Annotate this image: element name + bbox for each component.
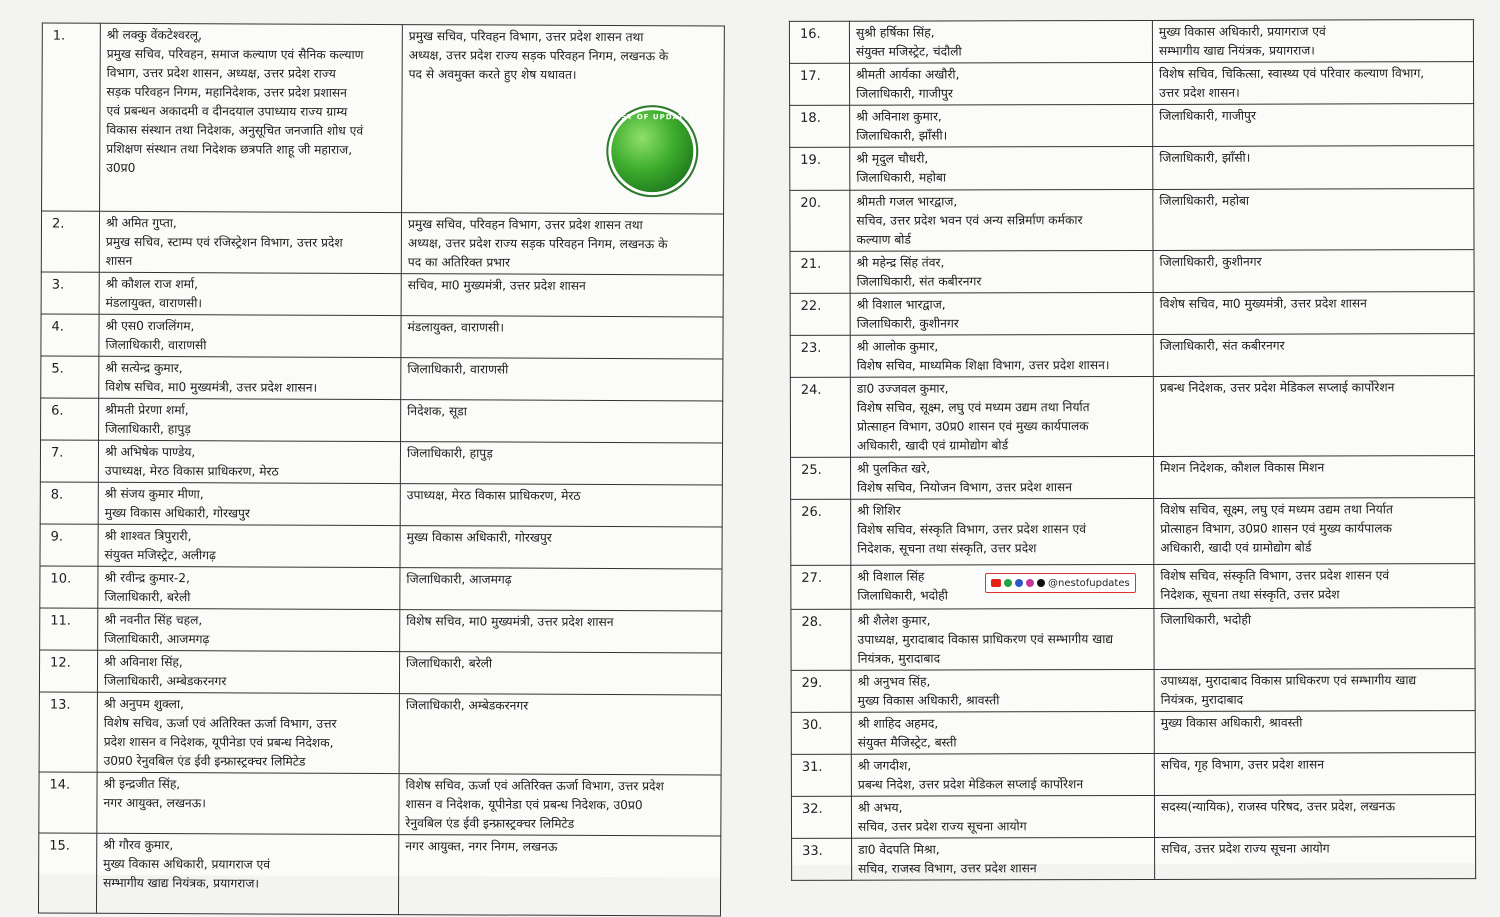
current-post-line: नगर आयुक्त, लखनऊ।	[103, 795, 206, 811]
officer-current-post	[849, 20, 1152, 63]
new-posting-line: उपाध्यक्ष, मुरादाबाद विकास प्राधिकरण एवं सम्भागीय खाद्य	[1160, 673, 1417, 688]
serial-number: 28.	[791, 609, 851, 670]
officer-name: श्री अविनाश कुमार,	[856, 109, 942, 124]
table-row	[789, 20, 1473, 64]
table-row	[790, 376, 1474, 458]
serial-number: 22.	[790, 293, 850, 335]
current-post-line: मुख्य विकास अधिकारी, गोरखपुर	[104, 505, 250, 521]
serial-number: 20.	[790, 190, 850, 251]
table-row	[40, 608, 722, 653]
serial-number: 25.	[791, 457, 851, 499]
serial-number: 4.	[41, 314, 99, 356]
new-posting-line: प्रोत्साहन विभाग, उ0प्र0 शासन एवं मुख्य कार्यपालक	[1160, 521, 1392, 536]
current-post-line: मुख्य विकास अधिकारी, श्रावस्ती	[857, 693, 1000, 708]
officer-name: श्री महेन्द्र सिंह तंवर,	[856, 255, 945, 270]
current-post-line: सचिव, उत्तर प्रदेश राज्य सूचना आयोग	[857, 819, 1027, 834]
officer-name: सुश्री हर्षिका सिंह,	[855, 25, 935, 40]
officer-current-post	[851, 795, 1154, 838]
new-posting-line: विशेष सचिव, चिकित्सा, स्वास्थ्य एवं परिवार कल्याण विभाग,	[1159, 66, 1425, 81]
new-posting-line: सचिव, उत्तर प्रदेश राज्य सूचना आयोग	[1161, 841, 1330, 856]
serial-number: 5.	[41, 356, 99, 398]
current-post-line: जिलाधिकारी, कुशीनगर	[856, 316, 959, 331]
new-posting-line: पद का अतिरिक्त प्रभार	[407, 255, 511, 270]
current-post-line: विभाग, उत्तर प्रदेश शासन, अध्यक्ष, उत्तर प्रदेश राज्य	[106, 65, 336, 81]
new-posting	[1153, 146, 1474, 190]
new-posting-line: विशेष सचिव, सूक्ष्म, लघु एवं मध्यम उद्यम तथा निर्यात	[1160, 502, 1393, 517]
twitter-icon	[1037, 579, 1045, 587]
officer-current-post	[850, 189, 1153, 251]
new-posting-line: रेनुवबिल एंड ईवी इन्फ्रास्ट्रक्चर लिमिटेड	[405, 816, 575, 831]
new-posting-line: निदेशक, सूचना तथा संस्कृति, उत्तर प्रदेश	[1160, 587, 1340, 602]
table-row	[41, 211, 723, 275]
officer-current-post	[98, 566, 400, 609]
officer-name: श्री मृदुल चौधरी,	[856, 151, 929, 166]
officer-name: श्री आलोक कुमार,	[856, 339, 939, 354]
new-posting-line: विशेष सचिव, ऊर्जा एवं अतिरिक्त ऊर्जा विभाग, उत्तर प्रदेश	[405, 778, 664, 794]
officer-name: श्री शाश्वत त्रिपुरारी,	[104, 528, 192, 544]
current-post-line: नियंत्रक, मुरादाबाद	[857, 651, 941, 666]
current-post-line: जिलाधिकारी, संत कबीरनगर	[856, 274, 982, 289]
current-post-line: प्रोत्साहन विभाग, उ0प्र0 शासन एवं मुख्य कार्यपालक	[856, 419, 1089, 434]
officer-name: श्री जगदीश,	[857, 758, 912, 773]
new-posting	[1154, 711, 1475, 754]
officer-name: श्री सत्येन्द्र कुमार,	[105, 360, 183, 376]
current-post-line: विशेष सचिव, नियोजन विभाग, उत्तर प्रदेश शासन	[857, 480, 1073, 495]
table-row	[790, 62, 1474, 106]
current-post-line: कल्याण बोर्ड	[856, 232, 911, 247]
new-posting-line: जिलाधिकारी, वाराणसी	[407, 362, 509, 377]
officer-name: श्री कौशल राज शर्मा,	[105, 276, 199, 292]
table-row	[791, 608, 1475, 671]
new-posting-line: प्रमुख सचिव, परिवहन विभाग, उत्तर प्रदेश शासन तथा	[408, 29, 644, 45]
new-posting	[1153, 250, 1474, 293]
officer-current-post	[851, 669, 1154, 712]
current-post-line: विकास संस्थान तथा निदेशक, अनुसूचित जनजाति शोध एवं	[106, 122, 364, 138]
new-posting-line: उपाध्यक्ष, मेरठ विकास प्राधिकरण, मेरठ	[406, 488, 581, 503]
officer-name: श्री विशाल भारद्वाज,	[856, 297, 946, 312]
officer-current-post	[97, 692, 399, 773]
table-row	[40, 440, 722, 485]
new-posting	[1152, 20, 1473, 63]
table-row	[791, 711, 1475, 755]
officer-current-post	[98, 524, 400, 567]
new-posting	[401, 213, 723, 275]
table-row	[39, 772, 721, 836]
new-posting	[400, 568, 722, 611]
officer-current-post	[850, 250, 1153, 293]
officer-current-post	[99, 398, 401, 441]
officer-current-post	[851, 498, 1154, 565]
current-post-line: सचिव, राजस्व विभाग, उत्तर प्रदेश शासन	[858, 861, 1037, 876]
officer-name: श्री इन्द्रजीत सिंह,	[103, 776, 181, 792]
new-posting	[1154, 498, 1475, 565]
serial-number: 18.	[790, 105, 850, 147]
current-post-line: उ0प्र0	[106, 160, 136, 175]
table-row	[40, 566, 722, 611]
current-post-line: विशेष सचिव, संस्कृति विभाग, उत्तर प्रदेश शासन एवं	[857, 522, 1086, 537]
new-posting	[1153, 292, 1474, 335]
current-post-line: सचिव, उत्तर प्रदेश भवन एवं अन्य सन्निर्माण कर्मकार	[856, 213, 1083, 228]
officer-current-post	[98, 440, 400, 483]
current-post-line: जिलाधिकारी, आजमगढ़	[104, 631, 210, 647]
facebook-icon	[1015, 579, 1023, 587]
current-post-line: जिलाधिकारी, गाजीपुर	[856, 86, 953, 101]
officer-name: डा0 वेदपति मिश्रा,	[858, 842, 940, 857]
new-posting-line: जिलाधिकारी, झाँसी।	[1159, 150, 1251, 165]
current-post-line: विशेष सचिव, सूक्ष्म, लघु एवं मध्यम उद्यम तथा निर्यात	[856, 400, 1090, 415]
table-row	[791, 669, 1475, 713]
officer-current-post	[852, 837, 1155, 880]
new-posting-line: मुख्य विकास अधिकारी, श्रावस्ती	[1160, 715, 1303, 730]
youtube-icon	[991, 579, 1001, 587]
serial-number: 9.	[40, 524, 98, 566]
new-posting	[1154, 795, 1475, 838]
new-posting-line: जिलाधिकारी, अम्बेडकरनगर	[405, 698, 529, 713]
table-row	[40, 482, 722, 527]
officer-name: श्री शैलेश कुमार,	[857, 613, 931, 628]
new-posting	[401, 316, 723, 359]
new-posting-line: विशेष सचिव, संस्कृति विभाग, उत्तर प्रदेश शासन एवं	[1160, 568, 1390, 583]
officer-current-post	[99, 272, 401, 315]
new-posting-line: नगर आयुक्त, नगर निगम, लखनऊ	[405, 839, 558, 854]
current-post-line: मंडलायुक्त, वाराणसी।	[105, 295, 203, 311]
serial-number: 15.	[38, 833, 96, 913]
officer-name: श्री रवीन्द्र कुमार-2,	[104, 570, 190, 586]
current-post-line: प्रमुख सचिव, परिवहन, समाज कल्याण एवं सैनिक कल्याण	[106, 46, 364, 62]
current-post-line: प्रदेश शासन व निदेशक, यूपीनेडा एवं प्रबन्ध निदेशक,	[103, 734, 334, 750]
new-posting-line: शासन व निदेशक, यूपीनेडा एवं प्रबन्ध निदेशक, उ0प्र0	[405, 797, 643, 813]
new-posting	[1154, 564, 1475, 609]
officer-current-post	[850, 104, 1153, 147]
current-post-line: निदेशक, सूचना तथा संस्कृति, उत्तर प्रदेश	[857, 541, 1037, 556]
current-post-line: विशेष सचिव, ऊर्जा एवं अतिरिक्त ऊर्जा विभाग, उत्तर	[103, 715, 337, 731]
new-posting	[399, 774, 721, 836]
nest-of-updates-logo	[606, 105, 698, 197]
serial-number: 14.	[39, 772, 97, 833]
new-posting	[1154, 608, 1475, 670]
new-posting-line: जिलाधिकारी, भदोही	[1160, 612, 1251, 627]
officer-current-post	[97, 650, 399, 693]
officer-name: श्री शिशिर	[857, 503, 901, 518]
current-post-line: जिलाधिकारी, वाराणसी	[105, 337, 207, 353]
new-posting-line: मुख्य विकास अधिकारी, प्रयागराज एवं	[1158, 24, 1326, 39]
new-posting-line: सचिव, गृह विभाग, उत्तर प्रदेश शासन	[1160, 757, 1324, 772]
serial-number: 1.	[42, 23, 101, 211]
new-posting-line: जिलाधिकारी, बरेली	[406, 656, 493, 671]
officer-current-post	[851, 711, 1154, 754]
table-row	[791, 456, 1475, 500]
table-row	[41, 398, 723, 443]
officer-name: श्रीमती आर्यका अखौरी,	[856, 67, 960, 82]
serial-number: 17.	[790, 63, 850, 105]
current-post-line: प्रशिक्षण संस्थान तथा निदेशक छत्रपति शाहू जी महाराज,	[106, 141, 353, 157]
current-post-line: उपाध्यक्ष, मेरठ विकास प्राधिकरण, मेरठ	[104, 463, 279, 479]
new-posting-line: अधिकारी, खादी एवं ग्रामोद्योग बोर्ड	[1160, 540, 1312, 555]
new-posting-line: पद से अवमुक्त करते हुए शेष यथावत।	[408, 67, 577, 82]
new-posting-line: जिलाधिकारी, कुशीनगर	[1159, 254, 1262, 269]
serial-number: 23.	[790, 335, 850, 377]
table-row	[791, 753, 1475, 797]
officer-current-post	[850, 376, 1153, 457]
new-posting	[1155, 837, 1476, 880]
document-page-left	[38, 23, 724, 891]
serial-number: 24.	[790, 377, 850, 457]
serial-number: 31.	[791, 754, 851, 796]
serial-number: 10.	[40, 566, 98, 608]
new-posting-line: जिलाधिकारी, आजमगढ़	[406, 572, 512, 587]
new-posting	[399, 694, 721, 775]
table-row	[41, 356, 723, 401]
current-post-line: सड़क परिवहन निगम, महानिदेशक, उत्तर प्रदेश प्रशासन	[106, 84, 347, 100]
serial-number: 30.	[791, 712, 851, 754]
serial-number: 2.	[41, 211, 99, 272]
new-posting-line: विशेष सचिव, मा0 मुख्यमंत्री, उत्तर प्रदेश शासन	[406, 614, 614, 630]
officer-name: श्री अनुभव सिंह,	[857, 674, 931, 689]
current-post-line: प्रमुख सचिव, स्टाम्प एवं रजिस्ट्रेशन विभाग, उत्तर प्रदेश	[105, 234, 343, 250]
officer-current-post	[98, 608, 400, 651]
new-posting-line: जिलाधिकारी, गाजीपुर	[1159, 108, 1256, 123]
table-row	[792, 837, 1476, 881]
new-posting	[400, 526, 722, 569]
current-post-line: उपाध्यक्ष, मुरादाबाद विकास प्राधिकरण एवं सम्भागीय खाद्य	[857, 632, 1114, 647]
serial-number: 29.	[791, 670, 851, 712]
serial-number: 7.	[40, 440, 98, 482]
new-posting	[401, 358, 723, 401]
new-posting	[1153, 62, 1474, 105]
table-row	[790, 250, 1474, 294]
serial-number: 32.	[791, 796, 851, 838]
serial-number: 27.	[791, 565, 851, 609]
officer-name: श्री अमित गुप्ता,	[105, 215, 177, 231]
current-post-line: उ0प्र0 रेनुवबिल एंड ईवी इन्फ्रास्ट्रक्चर लिमिटेड	[103, 753, 306, 769]
officer-current-post	[98, 482, 400, 525]
officer-name: श्री अभय,	[857, 800, 903, 815]
new-posting	[1153, 376, 1474, 457]
new-posting-line: प्रबन्ध निदेशक, उत्तर प्रदेश मेडिकल सप्लाई कार्पोरेशन	[1159, 380, 1395, 395]
officer-current-post	[851, 456, 1154, 499]
new-posting	[1154, 456, 1475, 499]
officer-name: श्री गौरव कुमार,	[103, 837, 174, 853]
new-posting	[399, 652, 721, 695]
serial-number: 16.	[789, 21, 849, 63]
serial-number: 13.	[39, 692, 97, 772]
new-posting-line: मंडलायुक्त, वाराणसी।	[407, 320, 505, 335]
table-row	[39, 692, 721, 775]
officer-name: श्री अविनाश सिंह,	[104, 654, 183, 670]
current-post-line: जिलाधिकारी, महोबा	[856, 170, 947, 185]
table-row	[790, 146, 1474, 191]
officer-current-post	[100, 23, 403, 212]
new-posting-line: निदेशक, सूडा	[407, 404, 467, 419]
table-row	[791, 498, 1475, 566]
officer-name: श्री अनुपम शुक्ला,	[103, 696, 184, 712]
serial-number: 21.	[790, 251, 850, 293]
current-post-line: जिलाधिकारी, झाँसी।	[856, 128, 948, 143]
officer-current-post	[850, 146, 1153, 190]
table-row	[41, 272, 723, 317]
serial-number: 8.	[40, 482, 98, 524]
social-handle-badge	[985, 573, 1136, 593]
new-posting-line: अध्यक्ष, उत्तर प्रदेश राज्य सड़क परिवहन निगम, लखनऊ के	[407, 236, 668, 252]
new-posting-line: सम्भागीय खाद्य नियंत्रक, प्रयागराज।	[1158, 43, 1315, 58]
current-post-line: अधिकारी, खादी एवं ग्रामोद्योग बोर्ड	[856, 438, 1009, 453]
new-posting-line: नियंत्रक, मुरादाबाद	[1160, 692, 1244, 707]
officer-name: श्री शाहिद अहमद,	[857, 716, 939, 731]
table-row	[41, 314, 723, 359]
current-post-line: विशेष सचिव, मा0 मुख्यमंत्री, उत्तर प्रदेश शासन।	[105, 379, 318, 395]
officer-name: श्री पुलकित खरे,	[857, 461, 931, 476]
officer-name: डा0 उज्जवल कुमार,	[856, 381, 949, 396]
new-posting	[1154, 669, 1475, 712]
transfer-table-right	[789, 19, 1476, 881]
officer-name: श्री लक्कु वेंकटेश्वरलू,	[106, 27, 202, 43]
officer-name: श्री नवनीत सिंह चहल,	[104, 612, 203, 628]
serial-number: 33.	[792, 838, 852, 880]
officer-name: श्री एस0 राजलिंगम,	[105, 318, 195, 334]
officer-name: श्रीमती प्रेरणा शर्मा,	[105, 402, 189, 418]
officer-current-post	[96, 833, 398, 914]
current-post-line: एवं प्रबन्धन अकादमी व दीनदयाल उपाध्याय राज्य ग्राम्य	[106, 103, 348, 119]
current-post-line: जिलाधिकारी, भदोही	[857, 588, 948, 603]
table-row	[38, 833, 720, 916]
table-row	[40, 524, 722, 569]
new-posting	[400, 610, 722, 653]
officer-name: श्री अभिषेक पाण्डेय,	[104, 444, 196, 460]
table-row	[790, 104, 1474, 148]
logo-text: NEST OF UPDATES	[608, 112, 697, 122]
officer-current-post	[851, 608, 1154, 670]
officer-current-post	[850, 334, 1153, 377]
document-page-right	[789, 19, 1475, 876]
current-post-line: संयुक्त मजिस्ट्रेट, अलीगढ़	[104, 547, 216, 563]
officer-name: श्री संजय कुमार मीणा,	[104, 486, 204, 502]
table-row	[790, 334, 1474, 378]
new-posting	[400, 442, 722, 485]
new-posting-line: जिलाधिकारी, हापुड़	[406, 446, 493, 461]
table-row	[790, 189, 1474, 252]
serial-number: 26.	[791, 499, 851, 565]
new-posting	[398, 835, 720, 916]
whatsapp-icon	[1004, 579, 1012, 587]
current-post-line: मुख्य विकास अधिकारी, प्रयागराज एवं	[103, 856, 271, 872]
current-post-line: संयुक्त मैजिस्ट्रेट, बस्ती	[857, 735, 957, 750]
current-post-line: जिलाधिकारी, अम्बेडकरनगर	[103, 673, 227, 689]
current-post-line: प्रबन्ध निदेश, उत्तर प्रदेश मेडिकल सप्लाई कार्पोरेशन	[857, 777, 1084, 792]
serial-number: 11.	[40, 608, 98, 650]
officer-name: श्रीमती गजल भारद्वाज,	[856, 194, 958, 209]
officer-current-post	[850, 62, 1153, 105]
new-posting-line: मुख्य विकास अधिकारी, गोरखपुर	[406, 530, 552, 545]
officer-current-post	[99, 211, 401, 273]
serial-number: 19.	[790, 147, 850, 190]
new-posting-line: उत्तर प्रदेश शासन।	[1159, 85, 1240, 100]
new-posting-line: मिशन निदेशक, कौशल विकास मिशन	[1160, 460, 1325, 475]
officer-current-post	[99, 314, 401, 357]
officer-current-post	[851, 753, 1154, 796]
current-post-line: संयुक्त मजिस्ट्रेट, चंदौली	[855, 44, 962, 59]
current-post-line: जिलाधिकारी, हापुड़	[105, 421, 191, 437]
serial-number: 6.	[41, 398, 99, 440]
table-row	[791, 795, 1475, 839]
new-posting-line: अध्यक्ष, उत्तर प्रदेश राज्य सड़क परिवहन निगम, लखनऊ के	[408, 48, 669, 64]
new-posting-line: जिलाधिकारी, महोबा	[1159, 193, 1250, 208]
current-post-line: शासन	[105, 253, 133, 268]
new-posting	[400, 484, 722, 527]
serial-number: 12.	[39, 650, 97, 692]
new-posting	[1153, 334, 1474, 377]
officer-name: श्री विशाल सिंह	[857, 569, 925, 584]
new-posting-line: विशेष सचिव, मा0 मुख्यमंत्री, उत्तर प्रदेश शासन	[1159, 296, 1367, 311]
current-post-line: विशेष सचिव, माध्यमिक शिक्षा विभाग, उत्तर प्रदेश शासन।	[856, 358, 1110, 373]
new-posting	[1153, 104, 1474, 147]
officer-current-post	[99, 356, 401, 399]
new-posting-line: जिलाधिकारी, संत कबीरनगर	[1159, 338, 1285, 353]
social-handle-text: @nestofupdates	[1048, 577, 1130, 589]
new-posting-line: सदस्य(न्यायिक), राजस्व परिषद, उत्तर प्रदेश, लखनऊ	[1160, 799, 1396, 814]
officer-current-post	[850, 292, 1153, 335]
instagram-icon	[1026, 579, 1034, 587]
current-post-line: सम्भागीय खाद्य नियंत्रक, प्रयागराज।	[103, 875, 260, 891]
new-posting	[401, 274, 723, 317]
new-posting-line: सचिव, मा0 मुख्यमंत्री, उत्तर प्रदेश शासन	[407, 278, 586, 293]
serial-number: 3.	[41, 272, 99, 314]
new-posting	[1154, 753, 1475, 796]
officer-current-post	[97, 772, 399, 834]
new-posting	[1153, 189, 1474, 251]
current-post-line: जिलाधिकारी, बरेली	[104, 589, 191, 605]
table-row	[790, 292, 1474, 336]
table-row	[39, 650, 721, 695]
new-posting	[401, 400, 723, 443]
new-posting-line: प्रमुख सचिव, परिवहन विभाग, उत्तर प्रदेश शासन तथा	[407, 217, 643, 233]
